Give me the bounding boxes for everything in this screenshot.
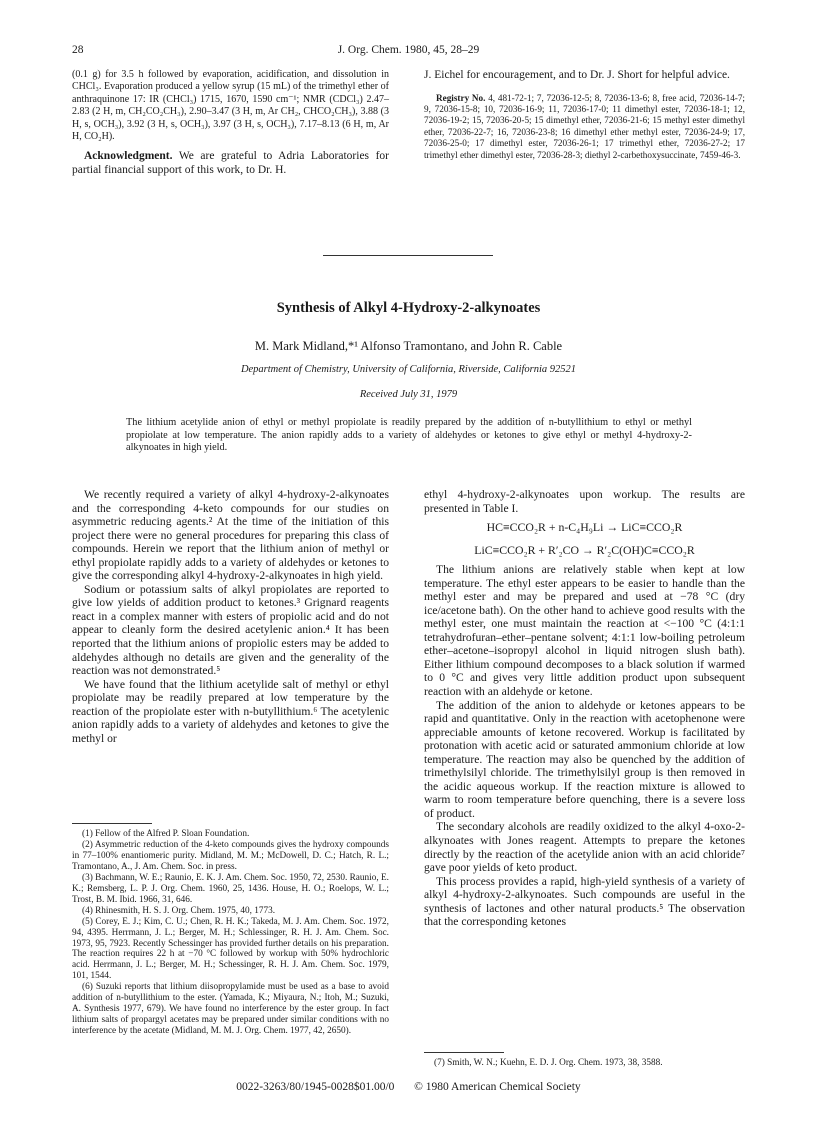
body-paragraph: We have found that the lithium acetylide salt of methyl or ethyl propiolate may be readily prepared at low temperature by the reaction of the propiolate ester with n-butyllithium.⁶ The acetylenic anion rapidly adds to a variety of aldehydes and ketones to give the methyl or <box>72 677 389 745</box>
article-affiliation: Department of Chemistry, University of California, Riverside, California 92521 <box>240 364 577 375</box>
previous-article-end-right <box>424 69 745 161</box>
footnote: (2) Asymmetric reduction of the 4-keto compounds gives the hydroxy compounds in 77–100% enantiomeric purity. Midland, M. M.; McDowell, D. C.; Hatch, R. L.; Tramontano, A., J. Am. Chem. Soc. in press. <box>72 839 389 872</box>
body-paragraph: This process provides a rapid, high-yield synthesis of a variety of alkyl 4-hydroxy-2-alkynoates. Such compounds are useful in the synthesis of lactones and other natural products.⁵ The observation that the corresponding ketones <box>424 874 745 929</box>
registry-text: 4, 481-72-1; 7, 72036-12-5; 8, 72036-13-6; 8, free acid, 72036-14-7; 9, 72036-15-8; 10, 72036-16-9; 11, 72036-17-0; 11 dimethyl ester, 72036-18-1; 12, 72036-19-2; 15, 72036-20-5; 15 dimethyl ether, 72036-21-6; 15 methyl ester dimethyl ether, 72036-22-7; 16, 72036-23-8; 16 dimethyl ether methyl ester, 72036-24-9; 17, 72036-25-0; 17 dimethyl ester, 72036-26-1; 17 trimethyl ether, 72036-27-2; 17 trimethyl ether dimethyl ester, 72036-28-3; diethyl 2-carbethoxysuccinate, 7459-46-3. <box>424 92 745 160</box>
footnote: (5) Corey, E. J.; Kim, C. U.; Chen, R. H. K.; Takeda, M. J. Am. Chem. Soc. 1972, 94, 4395. Herrmann, J. L.; Berger, M. H.; Schlessinger, R. H. J. Am. Chem. Soc. 1973, 95, 7923. Recently Schessinger has provided further details on his preparation. The reaction requires 22 h at −70 °C followed by workup with 50% hydrochloric acid. Herrmann, J. L.; Berger, M. H.; Schessinger, R. H. J. Am. Chem. Soc. 1979, 101, 1544. <box>72 916 389 982</box>
footnotes-right <box>424 1052 745 1069</box>
copyright: © 1980 American Chemical Society <box>414 1081 581 1093</box>
footnote: (3) Bachmann, W. E.; Raunio, E. K. J. Am. Chem. Soc. 1950, 72, 2530. Raunio, E. K.; Remsberg, L. P. J. Org. Chem. 1960, 25, 1436. House, H. O.; Roelops, W. L.; Trost, B. M. Ibid. 1966, 31, 646. <box>72 872 389 905</box>
article-authors: M. Mark Midland,*¹ Alfonso Tramontano, and John R. Cable <box>254 339 563 353</box>
footnote: (4) Rhinesmith, H. S. J. Org. Chem. 1975, 40, 1773. <box>82 905 276 916</box>
received-date: Received July 31, 1979 <box>359 389 458 400</box>
equation: HC≡CCO₂R + n-C₄H₉Li → LiC≡CCO₂R <box>486 520 683 535</box>
body-paragraph: The lithium anions are relatively stable when kept at low temperature. The ethyl ester appears to be easier to handle than the methyl ester and may be prepared and used at −78 °C (dry ice/acetone bath). On the other hand to achieve good results with the methyl ester, one must maintain the reaction at <−100 °C (4:1:1 tetrahydrofuran–ether–pentane solvent; 4:1:1 low-boiling petroleum ether–acetone–isopropyl alcohol in liquid nitrogen slush bath). Either lithium compound decomposes to a black solution if warmed to 0 °C and gives very little addition product upon subsequent reaction with an aldehyde or ketone. <box>424 563 745 699</box>
previous-article-end <box>72 69 389 178</box>
registry-label: Registry No. <box>436 92 486 103</box>
body-left-column <box>72 488 389 745</box>
article-code: 0022-3263/80/1945-0028$01.00/0 <box>236 1081 395 1093</box>
page-number: 28 <box>72 44 84 56</box>
footnote-rule <box>424 1052 504 1053</box>
abstract: The lithium acetylide anion of ethyl or methyl propiolate is readily prepared by the addition of n-butyllithium to ethyl or methyl propiolate at low temperature. The anion rapidly adds to a variety of aldehydes or ketones to give ethyl or methyl 4-hydroxy-2-alkynoates in high yield. <box>126 417 692 454</box>
acknowledgment-text: We are grateful to Adria Laboratories for partial financial support of this work, to Dr. H. <box>72 150 389 177</box>
experimental-continuation: (0.1 g) for 3.5 h followed by evaporation, acidification, and dissolution in CHCl₃. Evaporation produced a yellow syrup (15 mL) of the trimethyl ether of anthraquinone 17: IR (CHCl₃) 1715, 1670, 1590 cm⁻¹; NMR (CDCl₃) 2.47–2.83 (2 H, m, CH₂CO₂CH₃), 2.90–3.47 (3 H, m, Ar CH₂, CHCO₂CH₃), 3.88 (3 H, s, OCH₃), 3.92 (3 H, s, OCH₃), 3.97 (3 H, s, OCH₃), 7.17–8.13 (6 H, m, Ar H, CO₂H). <box>72 69 389 143</box>
equation: LiC≡CCO₂R + R′₂CO → R′₂C(OH)C≡CCO₂R <box>474 543 695 558</box>
body-right-column <box>424 488 745 929</box>
footnote: (1) Fellow of the Alfred P. Sloan Foundation. <box>82 829 250 839</box>
acknowledgment <box>72 150 389 177</box>
body-paragraph: ethyl 4-hydroxy-2-alkynoates upon workup. The results are presented in Table I. <box>424 488 745 515</box>
footnote: (6) Suzuki reports that lithium diisopropylamide must be used as a base to avoid addition of n-butyllithium to the ester. (Yamada, K.; Miyaura, N.; Itoh, M.; Suzuki, A. Synthesis 1977, 679). We have found no interference by the ester group. In fact lithium salts of propargyl acetates may be prepared under similar conditions with no interference by the acetate (Midland, M. M. J. Org. Chem. 1977, 42, 2650). <box>72 982 389 1037</box>
body-paragraph: Sodium or potassium salts of alkyl propiolates are reported to give low yields of addition product to ketones.³ Grignard reagents react in a complex manner with esters of propiolic acid and do not appear to cleanly form the desired acetylenic anion.⁴ It has been reported that the lithium anions of propiolic esters may be added to aldehydes although no details are given and the generality of the reaction was not demonstrated.⁵ <box>72 582 389 678</box>
journal-citation: J. Org. Chem. 1980, 45, 28–29 <box>337 44 480 56</box>
acknowledgment-continuation: J. Eichel for encouragement, and to Dr. J. Short for helpful advice. <box>424 69 730 81</box>
body-paragraph: The secondary alcohols are readily oxidized to the alkyl 4-oxo-2-alkynoates with Jones reagent. Attempts to prepare the ketones directly by the reaction of the acetylide anion with an acid chloride⁷ gave poor yields of keto product. <box>424 820 745 875</box>
footnote: (7) Smith, W. N.; Kuehn, E. D. J. Org. Chem. 1973, 38, 3588. <box>434 1058 663 1068</box>
article-title: Synthesis of Alkyl 4-Hydroxy-2-alkynoates <box>276 300 541 316</box>
acknowledgment-label: Acknowledgment. <box>84 150 173 163</box>
body-paragraph: We recently required a variety of alkyl 4-hydroxy-2-alkynoates and the corresponding 4-keto compounds for our studies on asymmetric reducing agents.² At the time of the initiation of this project there were no general procedures for preparing this class of compounds. Herein we report that the lithium anion of methyl or ethyl propiolate rapidly adds to a variety of aldehydes or ketones to give the corresponding alkyl 4-hydroxy-2-alkynoates in high yield. <box>72 488 389 583</box>
footnotes-left <box>72 823 389 1037</box>
footnote-rule <box>72 823 152 824</box>
body-paragraph: The addition of the anion to aldehyde or ketones appears to be rapid and quantitative. Only in the reaction with acetophenone were appreciable amounts of ketone recovered. Workup is facilitated by protonation with acetic acid or saturated ammonium chloride at low temperature. The reaction may also be quenched by the addition of trimethylsilyl chloride. The trimethylsilyl group is then removed in the acidic aqueous workup. If the reaction mixture is allowed to warm to room temperature before quenching, there is a severe loss of product. <box>424 698 745 820</box>
article-separator <box>323 255 493 256</box>
page-footer <box>0 1081 817 1093</box>
registry-numbers <box>424 93 745 161</box>
